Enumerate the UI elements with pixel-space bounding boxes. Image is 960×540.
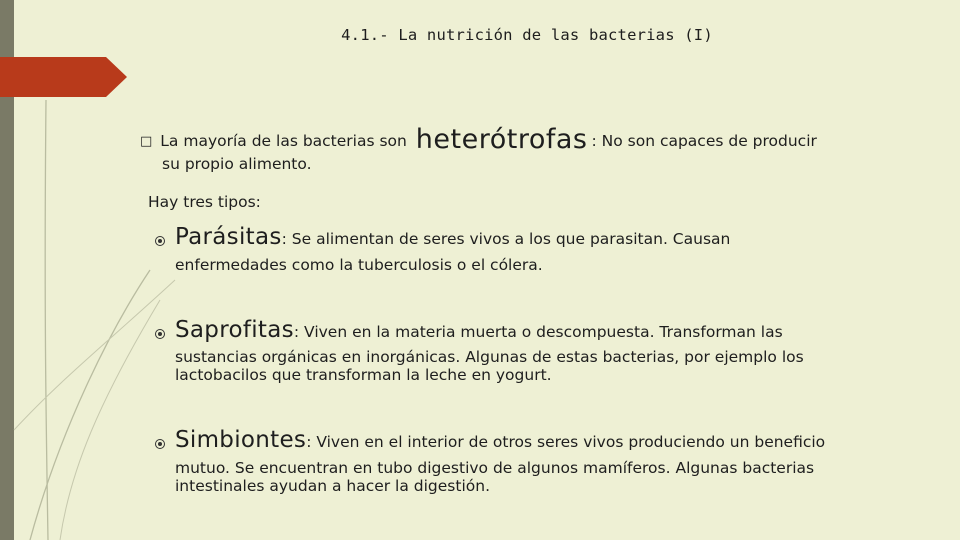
intro-line2: su propio alimento.: [162, 155, 312, 173]
intro-after: : No son capaces de producir: [591, 132, 817, 150]
item-desc: : Se alimentan de seres vivos a los que parasitan. Causan: [281, 230, 731, 248]
item-first-line: [175, 317, 783, 343]
item-first-line: [175, 224, 730, 250]
item-term: Parásitas: [175, 224, 282, 250]
bullet-icon: [155, 236, 165, 246]
intro-highlight: heterótrofas: [415, 124, 588, 155]
intro-text: La mayoría de las bacterias son: [160, 132, 407, 150]
page-title: 4.1.- La nutrición de las bacterias (I): [341, 26, 713, 44]
intro-paragraph: [140, 124, 920, 176]
item-desc: : Viven en el interior de otros seres vivos produciendo un beneficio: [306, 433, 826, 451]
item-first-line: [175, 427, 825, 453]
item-continuation: mutuo. Se encuentran en tubo digestivo de algunos mamíferos. Algunas bacterias intestinales ayudan a hacer la digestión.: [175, 459, 815, 495]
square-bullet-icon: □: [140, 134, 153, 149]
accent-arrow-shape: [0, 57, 128, 97]
bullet-icon: [155, 329, 165, 339]
item-desc: : Viven en la materia muerta o descompuesta. Transforman las: [293, 323, 783, 341]
item-continuation: enfermedades como la tuberculosis o el cólera.: [175, 256, 543, 274]
item-term: Simbiontes: [175, 427, 307, 453]
item-term: Saprofitas: [175, 317, 294, 343]
types-heading: Hay tres tipos:: [148, 193, 261, 211]
item-continuation: sustancias orgánicas en inorgánicas. Algunas de estas bacterias, por ejemplo los lactobacilos que transforman la leche en yogurt.: [175, 348, 804, 384]
bullet-icon: [155, 439, 165, 449]
